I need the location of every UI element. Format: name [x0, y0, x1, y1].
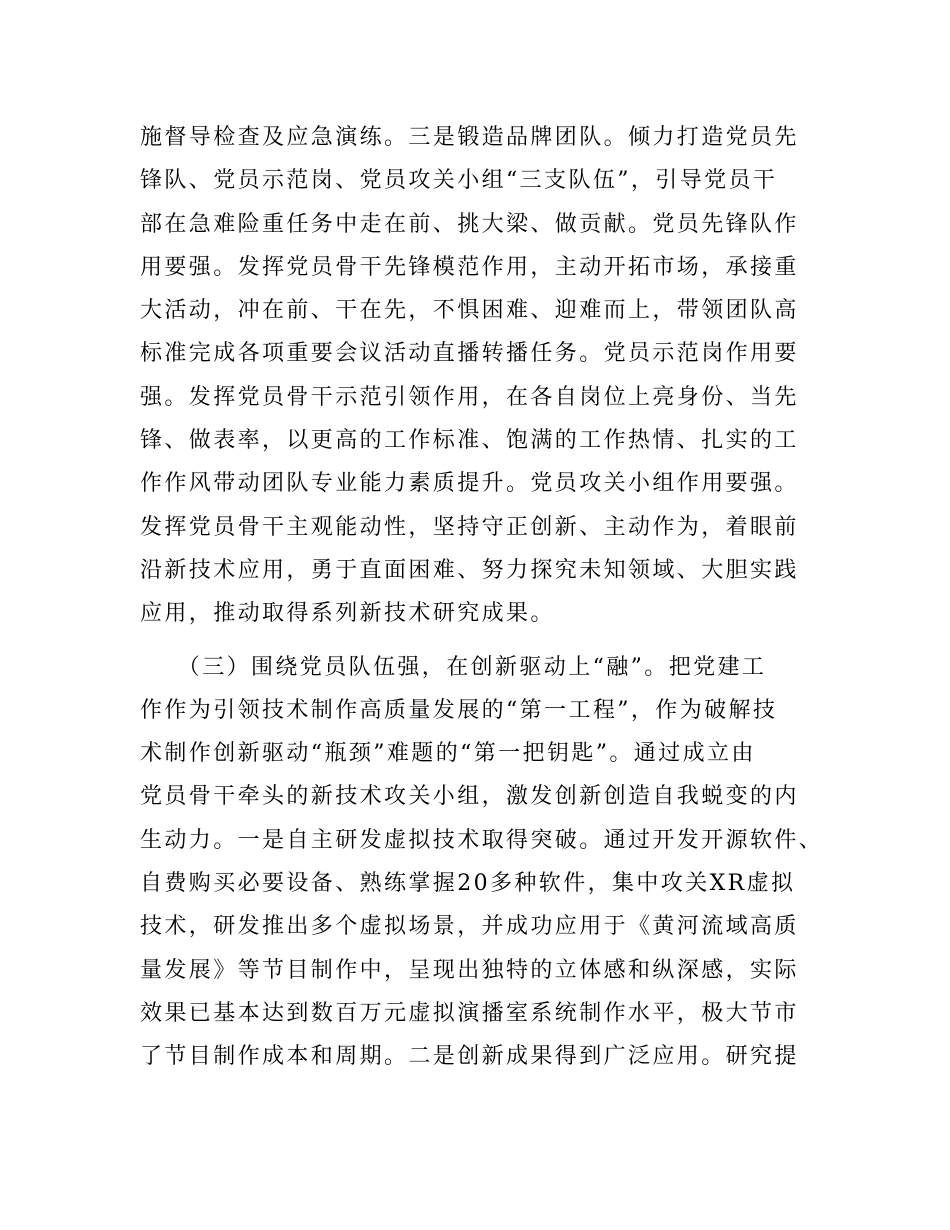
text-line: 量发展》等节目制作中，呈现出独特的立体感和纵深感，实际 [140, 957, 799, 983]
text-line: 部在急难险重任务中走在前、挑大梁、做贡献。党员先锋队作 [140, 211, 799, 237]
paragraph-1 [140, 116, 830, 636]
document-body [140, 116, 830, 1079]
text-line: 自费购买必要设备、熟练掌握20多种软件，集中攻关XR虚拟 [140, 871, 796, 897]
text-line: 生动力。一是自主研发虚拟技术取得突破。通过开发开源软件、 [140, 827, 824, 853]
text-line: 锋、做表率，以更高的工作标准、饱满的工作热情、扎实的工 [140, 428, 799, 454]
text-line: 锋队、党员示范岗、党员攻关小组“三支队伍”，引导党员干 [140, 168, 778, 194]
text-line: 作作为引领技术制作高质量发展的“第一工程”，作为破解技 [140, 697, 778, 723]
paragraph-2 [140, 646, 830, 1079]
text-line: 沿新技术应用，勇于直面困难、努力探究未知领域、大胆实践 [140, 557, 799, 583]
text-line: 用要强。发挥党员骨干先锋模范作用，主动开拓市场，承接重 [140, 254, 799, 280]
paragraph-spacer [140, 636, 830, 646]
text-line: 党员骨干牵头的新技术攻关小组，激发创新创造自我蜕变的内 [140, 784, 799, 810]
text-line: 术制作创新驱动“瓶颈”难题的“第一把钥匙”。通过成立由 [140, 741, 756, 767]
text-line: 效果已基本达到数百万元虚拟演播室系统制作水平，极大节市 [140, 1000, 799, 1026]
text-line: 强。发挥党员骨干示范引领作用，在各自岗位上亮身份、当先 [140, 384, 799, 410]
text-line: 作作风带动团队专业能力素质提升。党员攻关小组作用要强。 [140, 471, 799, 497]
text-line: 应用，推动取得系列新技术研究成果。 [140, 601, 555, 627]
text-line: 了节目制作成本和周期。二是创新成果得到广泛应用。研究提 [140, 1044, 799, 1070]
text-line: 发挥党员骨干主观能动性，坚持守正创新、主动作为，着眼前 [140, 514, 799, 540]
text-line: 标准完成各项重要会议活动直播转播任务。党员示范岗作用要 [140, 341, 799, 367]
text-line: 大活动，冲在前、干在先，不惧困难、迎难而上，带领团队高 [140, 298, 799, 324]
text-line: （三）围绕党员队伍强，在创新驱动上“融”。把党建工 [140, 654, 767, 680]
text-line: 施督导检查及应急演练。三是锻造品牌团队。倾力打造党员先 [140, 125, 799, 150]
text-line: 技术，研发推出多个虚拟场景，并成功应用于《黄河流域高质 [140, 914, 799, 940]
